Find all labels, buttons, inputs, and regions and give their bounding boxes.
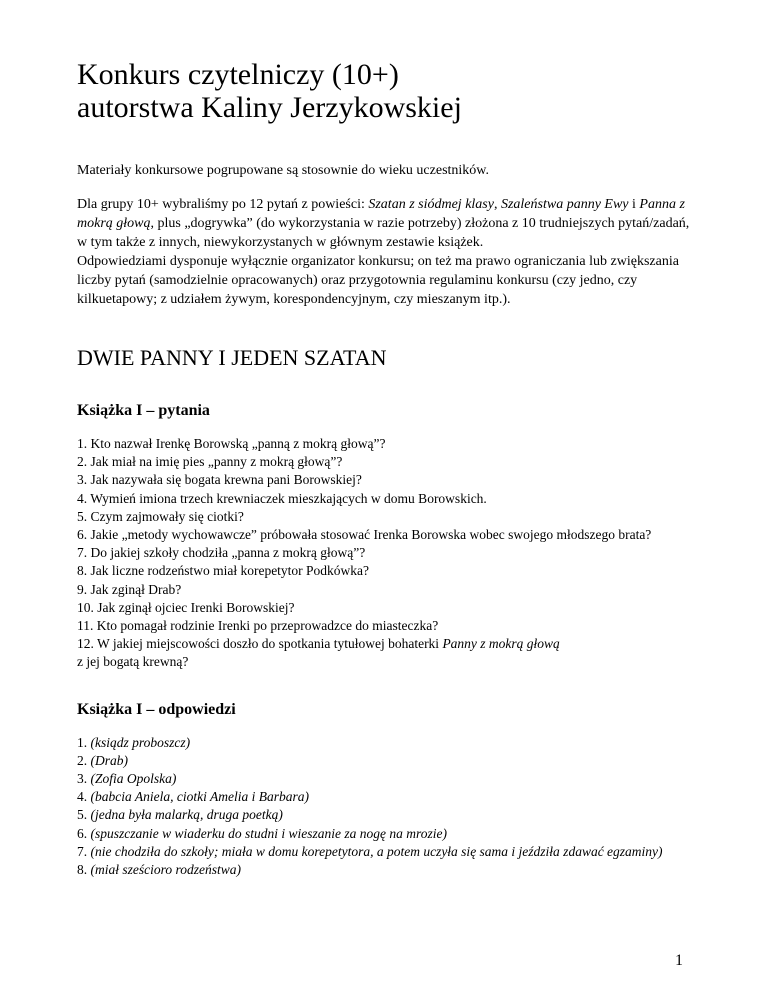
questions-heading: Książka I – pytania (77, 402, 210, 419)
book-title-1: Szatan z siódmej klasy (368, 197, 494, 212)
answer-text: (Zofia Opolska) (90, 771, 177, 787)
title-line-2: autorstwa Kaliny Jerzykowskiej (77, 91, 462, 124)
answer-text: (spuszczanie w wiaderku do studni i wieszanie za nogę na mrozie) (90, 825, 447, 841)
question-item-12 (77, 635, 697, 671)
question-item: 2. Jak miał na imię pies „panny z mokrą głową”? (77, 454, 343, 470)
page-number: 1 (675, 952, 683, 969)
answer-text: (ksiądz proboszcz) (90, 734, 191, 750)
question-item: 4. Wymień imiona trzech krewniaczek mieszkających w domu Borowskich. (77, 490, 487, 506)
answer-number: 4. (77, 789, 91, 805)
intro-paragraph-3: Odpowiedziami dysponuje wyłącznie organizator konkursu; on też ma prawo ograniczania lub zwiększania liczby pytań (samodzielnie opracowanych) oraz przygotownia regulaminu konkursu (czy jedno, czy kilkuetapowy; z udziałem żywym, korespondencyjnym, czy mieszanym itp.). (77, 254, 679, 307)
document-title (77, 58, 697, 124)
question-item: 7. Do jakiej szkoły chodziła „panna z mokrą głową”? (77, 545, 366, 561)
answer-item (77, 788, 697, 806)
answer-number: 3. (77, 771, 91, 787)
question-item: 6. Jakie „metody wychowawcze” próbowała stosować Irenka Borowska wobec swojego młodszego brata? (77, 527, 652, 543)
answer-item (77, 770, 697, 788)
answers-heading: Książka I – odpowiedzi (77, 700, 236, 718)
answer-item (77, 825, 697, 843)
question-item: 5. Czym zajmowały się ciotki? (77, 508, 244, 524)
intro2-text-1: Dla grupy 10+ wybraliśmy po 12 pytań z powieści: (77, 197, 369, 212)
question-item: 11. Kto pomagał rodzinie Irenki po przeprowadzce do miasteczka? (77, 618, 439, 634)
answer-number: 5. (77, 807, 91, 823)
answer-text: (jedna była malarką, druga poetką) (90, 807, 283, 823)
answers-list (77, 734, 697, 880)
question-item: 9. Jak zginął Drab? (77, 581, 182, 597)
question-item: 10. Jak zginął ojciec Irenki Borowskiej? (77, 599, 295, 615)
answer-text: (Drab) (90, 752, 128, 768)
document-page (77, 58, 697, 879)
question-item: 3. Jak nazywała się bogata krewna pani Borowskiej? (77, 472, 362, 488)
question-item: 8. Jak liczne rodzeństwo miał korepetytor Podkówka? (77, 563, 370, 579)
questions-list (77, 435, 697, 672)
title-line-1: Konkurs czytelniczy (10+) (77, 58, 399, 91)
q12-book-title: Panny z mokrą głową (442, 636, 560, 652)
answer-item (77, 806, 697, 824)
q12-text-post: z jej bogatą krewną? (77, 654, 189, 670)
intro-paragraph-2 (77, 195, 697, 252)
answer-text: (miał sześcioro rodzeństwa) (90, 862, 241, 878)
answer-number: 2. (77, 752, 91, 768)
answer-item (77, 861, 697, 879)
q12-text-pre: 12. W jakiej miejscowości doszło do spotkania tytułowej bohaterki (77, 636, 443, 652)
answer-number: 7. (77, 843, 91, 859)
question-item: 1. Kto nazwał Irenkę Borowską „panną z mokrą głową”? (77, 436, 386, 451)
intro2-text-3: i (628, 197, 640, 212)
intro2-text-4: , plus „dogrywka” (do wykorzystania w razie potrzeby) złożona z 10 trudniejszych pytań/zadań, w tym także z innych, niewykorzystanych w głównym zestawie książek. (77, 216, 690, 250)
answer-item (77, 734, 697, 752)
book-title-2: Szaleństwa panny Ewy (500, 197, 629, 212)
answer-item (77, 843, 697, 861)
answer-number: 8. (77, 862, 91, 878)
answer-text: (babcia Aniela, ciotki Amelia i Barbara) (90, 789, 309, 805)
answer-text: (nie chodziła do szkoły; miała w domu korepetytora, a potem uczyła się sama i jeździła zdawać egzaminy) (90, 843, 663, 859)
answer-item (77, 752, 697, 770)
section-title: DWIE PANNY I JEDEN SZATAN (77, 345, 387, 370)
intro-paragraph-1: Materiały konkursowe pogrupowane są stosownie do wieku uczestników. (77, 163, 490, 178)
intro2-text-2: , (493, 197, 501, 212)
answer-number: 1. (77, 734, 91, 750)
answer-number: 6. (77, 825, 91, 841)
book-title-3: Panna z mokrą głową (77, 197, 685, 231)
